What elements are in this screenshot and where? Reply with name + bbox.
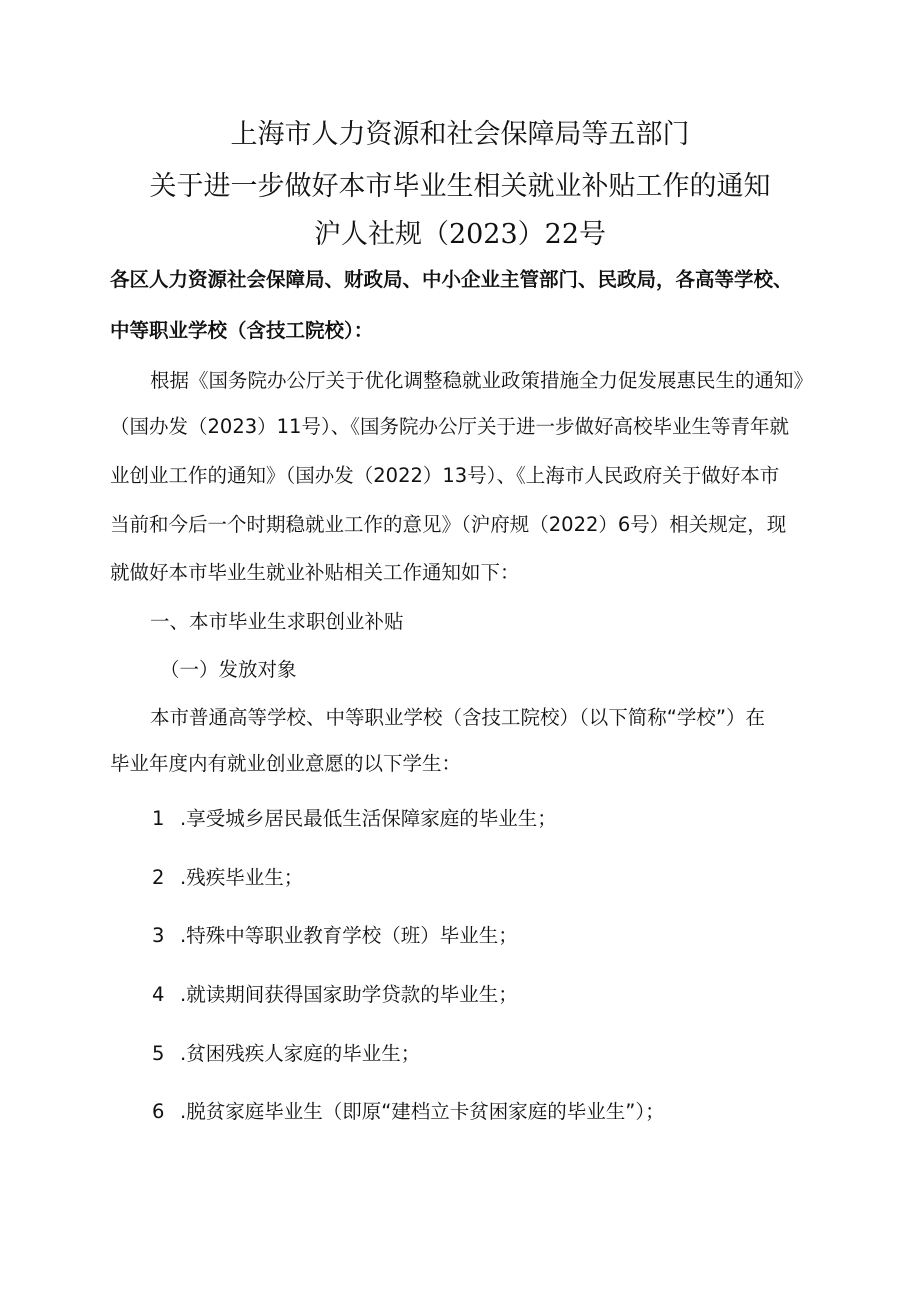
intro-line: （国办发（2023）11号）、《国务院办公厅关于进一步做好高校毕业生等青年就 [110,415,789,438]
list-item-number: 3 [152,924,165,947]
list-item [152,864,303,892]
intro-line: 就做好本市毕业生就业补贴相关工作通知如下： [110,561,520,584]
list-item-text: .脱贫家庭毕业生（即原“建档立卡贫困家庭的毕业生”）； [180,1100,665,1123]
list-item-number: 1 [152,807,165,830]
list-item-text: .就读期间获得国家助学贷款的毕业生； [180,983,518,1006]
intro-line: 业创业工作的通知》（国办发（2022）13号）、《上海市人民政府关于做好本市 [110,464,780,487]
list-item-text: .残疾毕业生； [180,866,304,889]
list-item [152,1040,420,1068]
document-number: 沪人社规（2023）22号 [313,219,607,250]
list-item-text: .享受城乡居民最低生活保障家庭的毕业生； [180,807,557,830]
intro-line: 当前和今后一个时期稳就业工作的意见》（沪府规（2022）6号）相关规定，现 [110,513,787,536]
intro-line: 根据《国务院办公厅关于优化调整稳就业政策措施全力促发展惠民生的通知》 [150,369,814,392]
list-item-text: .贫困残疾人家庭的毕业生； [180,1042,421,1065]
list-item-text: .特殊中等职业教育学校（班）毕业生； [180,924,518,947]
subsection-heading: （一）发放对象 [160,658,297,681]
list-item [152,922,518,950]
list-item-number: 2 [152,866,165,889]
list-item-number: 5 [152,1042,165,1065]
target-line: 本市普通高等学校、中等职业学校（含技工院校）（以下简称“学校”）在 [150,706,765,729]
section-heading: 一、本市毕业生求职创业补贴 [150,610,404,633]
list-item [152,981,518,1009]
addressee-line-1: 各区人力资源社会保障局、财政局、中小企业主管部门、民政局，各高等学校、 [110,268,793,291]
target-line: 毕业年度内有就业创业意愿的以下学生： [110,752,462,775]
list-item-number: 4 [152,983,165,1006]
document-title-line-2: 关于进一步做好本市毕业生相关就业补贴工作的通知 [149,171,771,202]
list-item [152,1098,665,1126]
list-item-number: 6 [152,1100,165,1123]
list-item [152,805,557,833]
addressee-line-2: 中等职业学校（含技工院校）： [110,319,374,342]
document-title-line-1: 上海市人力资源和社会保障局等五部门 [230,119,690,150]
